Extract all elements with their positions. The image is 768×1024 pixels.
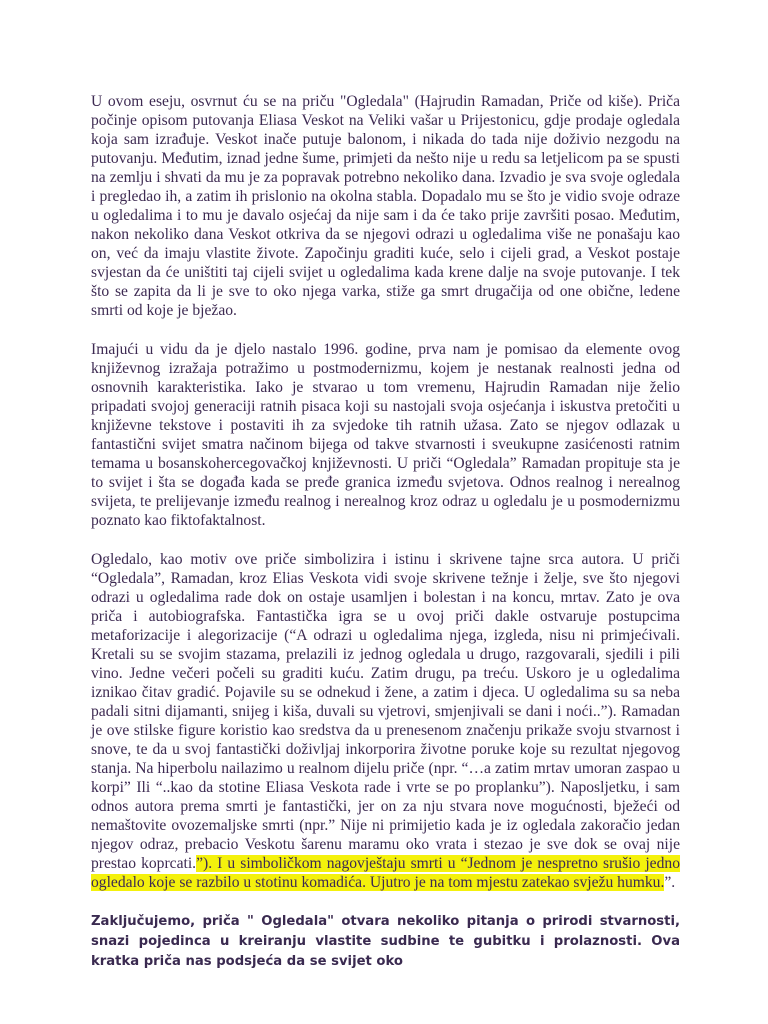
paragraph-conclusion: Zaključujemo, priča " Ogledala" otvara nekoliko pitanja o prirodi stvarnosti, snazi pojedinca u kreiranju vlastite sudbine te gubitku i prolaznosti. Ova kratka priča nas podsjeća da se svijet oko — [91, 914, 680, 969]
paragraph-intro: U ovom eseju, osvrnut ću se na priču "Ogledala" (Hajrudin Ramadan, Priče od kiše). Priča počinje opisom putovanja Eliasa Veskot na Veliki vašar u Prijestonicu, gdje prodaje ogledala koja sam izrađuje. Veskot inače putuje balonom, i nikada do tada nije doživio nezgodu na putovanju. Međutim, iznad jedne šume, primjeti da nešto nije u redu sa letjelicom pa se spusti na zemlju i shvati da mu je za popravak potrebno nekoliko dana. Izvadio je sva svoje ogledala i pregledao ih, a zatim ih prislonio na okolna stabla. Dopadalo mu se što je vidio svoje odraze u ogledalima i to mu je davalo osjećaj da nije sam i da će tako prije završiti posao. Međutim, nakon nekoliko dana Veskot otkriva da se njegovi odrazi u ogledalima više ne ponašaju kao on, već da imaju vlastite živote. Započinju graditi kuće, selo i cijeli grad, a Veskot postaje svjestan da će uništiti taj cijeli svijet u ogledalima kada krene dalje na svoje putovanje. I tek što se zapita da li je sve to oko njega varka, stiže ga smrt drugačija od one obične, ledene smrti od koje je bježao. — [91, 93, 680, 319]
document-body — [91, 92, 680, 992]
highlighted-passage: ”). I u simboličkom nagovještaju smrti u “Jednom je nespretno srušio jedno ogledalo koje se razbilo u stotinu komadića. Ujutro je na tom mjestu zatekao svježu humku. — [91, 855, 680, 891]
paragraph-context: Imajući u vidu da je djelo nastalo 1996. godine, prva nam je pomisao da elemente ovog književnog izražaja potražimo u postmodernizmu, kojem je nestanak realnosti jedna od osnovnih karakteristika. Iako je stvarao u tom vremenu, Hajrudin Ramadan nije želio pripadati svojoj generaciji ratnih pisaca koji su nastojali svoja osjećanja i iskustva pretočiti u književne tekstove i postaviti ih za svjedoke tih ratnih užasa. Zato se njegov odlazak u fantastični svijet smatra načinom bijega od takve stvarnosti i sveukupne zasićenosti ratnim temama u bosanskohercegovačkoj književnosti. U priči “Ogledala” Ramadan propituje sta je to svijet i šta se događa kada se pređe granica između svjetova. Odnos realnog i nerealnog svijeta, te prelijevanje između realnog i nerealnog kroz odraz u ogledalu je u posmodernizmu poznato kao fiktofaktalnost. — [91, 341, 680, 529]
paragraph-motif-tail: ”. — [664, 874, 676, 891]
paragraph-motif-text: Ogledalo, kao motiv ove priče simbolizira i istinu i skrivene tajne srca autora. U priči “Ogledala”, Ramadan, kroz Elias Veskota vidi svoje skrivene težnje i želje, sve što njegovi odrazi u ogledalima rade dok on ostaje usamljen i bolestan i na koncu, mrtav. Zato je ova priča i autobiografska. Fantastička igra se u ovoj priči dakle ostvaruje postupcima metaforizacije i alegorizacije (“A odrazi u ogledalima njega, izgleda, nisu ni primjećivali. Kretali su se svojim stazama, prelazili iz jednog ogledala u drugo, razgovarali, sjedili i pili vino. Jedne večeri počeli su graditi kuću. Zatim drugu, pa treću. Uskoro je u ogledalima iznikao čitav gradić. Pojavile su se odnekud i žene, a zatim i djeca. U ogledalima su sa neba padali sitni dijamanti, snijeg i kiša, duvali su vjetrovi, smjenjivali se dani i noći..”). Ramadan je ove stilske figure koristio kao sredstva da u prenesenom značenju prikaže svoju stvarnost i snove, te da u svoj fantastički doživljaj inkorporira životne poruke koje su rezultat njegovog stanja. Na hiperbolu nailazimo u realnom dijelu priče (npr. “…a zatim mrtav umoran zaspao u korpi” Ili “..kao da stotine Eliasa Veskota rade i vrte se po proplanku”). Naposljetku, i sam odnos autora prema smrti je fantastički, jer on za nju stvara nove mogućnosti, bježeći od nemaštovite ovozemaljske smrti (npr.” Nije ni primijetio kada je iz ogledala zakoračio jedan njegov odraz, prebacio Veskotu šarenu maramu oko vrata i stezao je sve dok se ovaj nije prestao koprcati. — [91, 551, 680, 872]
paragraph-motif — [91, 550, 680, 892]
